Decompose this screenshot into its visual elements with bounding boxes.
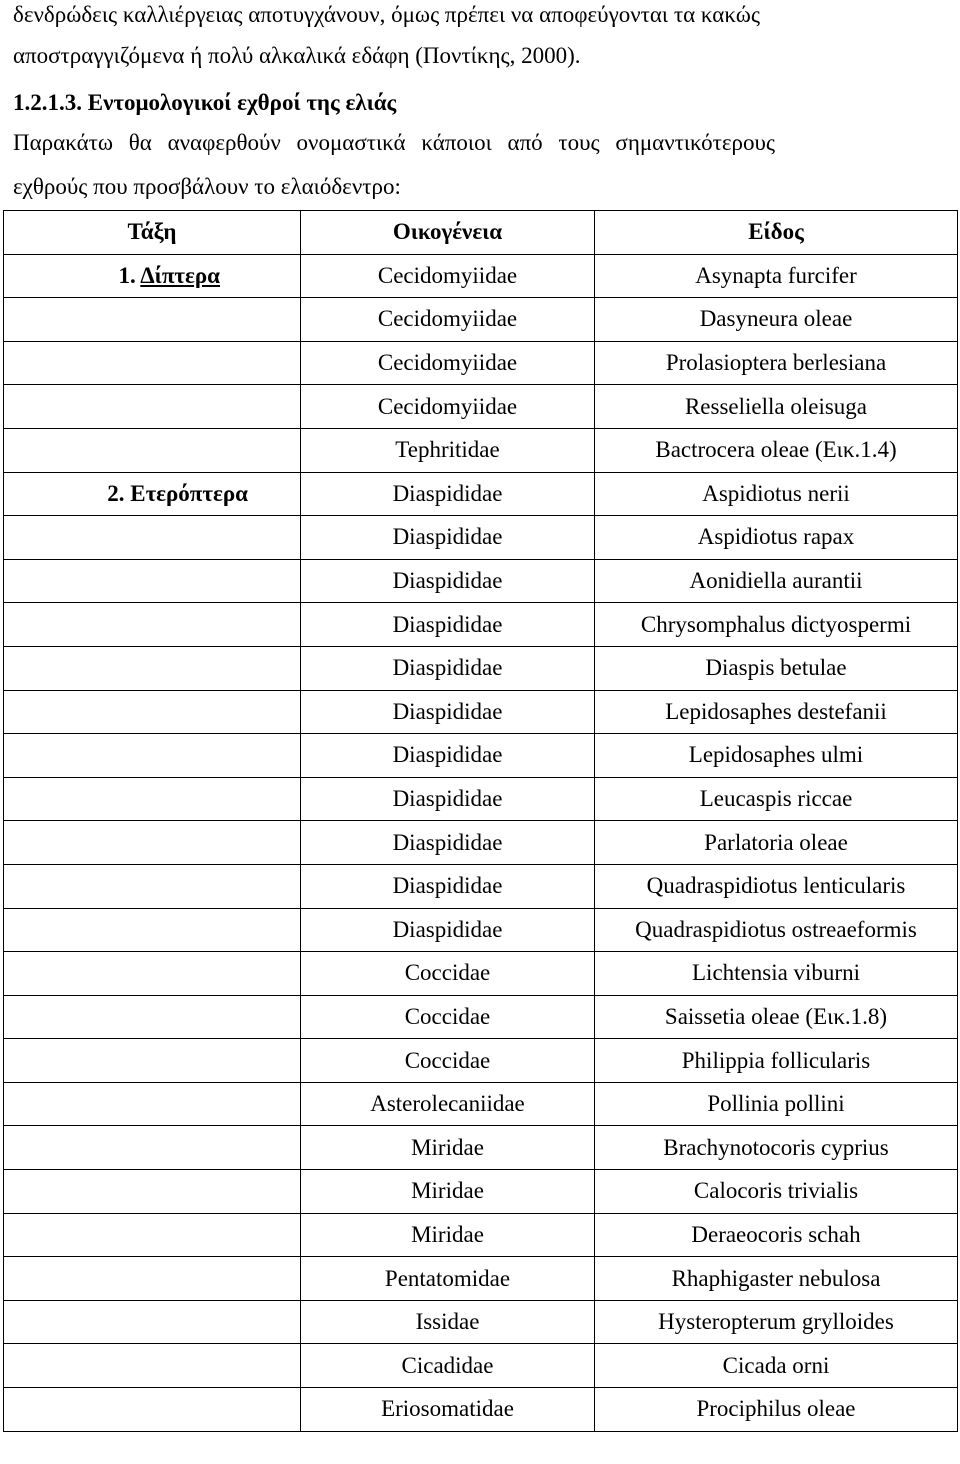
olive-pests-table <box>3 210 958 1432</box>
species-name: Lepidosaphes destefanii <box>665 698 887 724</box>
species-cell <box>595 908 958 952</box>
figure-reference: (Εικ.1.4) <box>809 437 897 463</box>
species-cell <box>595 995 958 1039</box>
family-cell: Miridae <box>301 1170 595 1214</box>
order-cell <box>4 1170 301 1214</box>
order-cell <box>4 952 301 996</box>
species-name: Quadraspidiotus lenticularis <box>646 873 906 899</box>
table-row <box>4 734 958 778</box>
table-row <box>4 1170 958 1214</box>
order-cell <box>4 1344 301 1388</box>
species-cell <box>595 254 958 298</box>
intro-line-1: δενδρώδεις καλλιέργειας αποτυγχάνουν, όμως πρέπει να αποφεύγονται τα κακώς <box>13 2 760 27</box>
species-name: Aonidiella aurantii <box>689 568 863 594</box>
species-cell <box>595 472 958 516</box>
order-cell <box>4 864 301 908</box>
family-cell: Cecidomyiidae <box>301 341 595 385</box>
family-cell: Diaspididae <box>301 734 595 778</box>
species-name: Diaspis betulae <box>705 655 847 681</box>
species-name: Pollinia pollini <box>707 1091 845 1117</box>
family-cell: Coccidae <box>301 1039 595 1083</box>
table-row <box>4 1344 958 1388</box>
species-cell <box>595 385 958 429</box>
table-row <box>4 777 958 821</box>
table-header-row <box>4 211 958 255</box>
species-name: Aspidiotus nerii <box>702 480 850 506</box>
species-cell <box>595 1126 958 1170</box>
family-cell: Miridae <box>301 1126 595 1170</box>
order-cell <box>4 1039 301 1083</box>
table-row <box>4 254 958 298</box>
order-cell <box>4 777 301 821</box>
order-cell <box>4 908 301 952</box>
body-text-line <box>13 41 948 71</box>
species-name: Lepidosaphes ulmi <box>688 742 864 768</box>
species-cell <box>595 1344 958 1388</box>
species-cell <box>595 1170 958 1214</box>
species-cell <box>595 734 958 778</box>
species-cell <box>595 690 958 734</box>
species-name: Prolasioptera berlesiana <box>665 350 887 376</box>
species-name: Chrysomphalus dictyospermi <box>640 611 912 637</box>
paragraph-line <box>13 128 948 158</box>
family-cell: Diaspididae <box>301 646 595 690</box>
order-cell <box>4 341 301 385</box>
species-name: Resseliella oleisuga <box>684 393 868 419</box>
family-cell: Tephritidae <box>301 428 595 472</box>
species-cell <box>595 516 958 560</box>
table-body <box>4 211 958 1432</box>
species-name: Dasyneura oleae <box>699 306 853 332</box>
table-row <box>4 864 958 908</box>
family-cell: Miridae <box>301 1213 595 1257</box>
order-cell <box>4 516 301 560</box>
species-name: Philippia follicularis <box>681 1047 871 1073</box>
order-cell <box>4 298 301 342</box>
species-cell <box>595 952 958 996</box>
order-cell <box>4 603 301 647</box>
table-row <box>4 1126 958 1170</box>
species-cell <box>595 821 958 865</box>
order-cell <box>4 734 301 778</box>
species-cell <box>595 864 958 908</box>
species-cell <box>595 603 958 647</box>
header-family: Οικογένεια <box>301 211 595 255</box>
figure-reference: (Εικ.1.8) <box>799 1003 888 1029</box>
table-row <box>4 1257 958 1301</box>
family-cell: Cecidomyiidae <box>301 298 595 342</box>
family-cell: Diaspididae <box>301 559 595 603</box>
species-name: Calocoris trivialis <box>693 1178 859 1204</box>
family-cell: Cecidomyiidae <box>301 254 595 298</box>
body-text-line <box>13 0 948 30</box>
table-row <box>4 298 958 342</box>
order-cell <box>4 1388 301 1432</box>
family-cell: Diaspididae <box>301 472 595 516</box>
section-heading <box>13 88 948 118</box>
table-row <box>4 995 958 1039</box>
order-cell <box>4 559 301 603</box>
species-cell <box>595 1213 958 1257</box>
table-row <box>4 1039 958 1083</box>
family-cell: Coccidae <box>301 995 595 1039</box>
table-row <box>4 952 958 996</box>
order-cell <box>4 1126 301 1170</box>
species-name: Cicada orni <box>722 1352 830 1378</box>
family-cell: Diaspididae <box>301 516 595 560</box>
species-name: Brachynotocoris cyprius <box>663 1134 889 1160</box>
species-cell <box>595 298 958 342</box>
paragraph-line <box>13 172 948 202</box>
header-species: Είδος <box>595 211 958 255</box>
family-cell: Asterolecaniidae <box>301 1082 595 1126</box>
family-cell: Cecidomyiidae <box>301 385 595 429</box>
table-row <box>4 821 958 865</box>
table-row <box>4 1388 958 1432</box>
table-row <box>4 516 958 560</box>
family-cell: Diaspididae <box>301 777 595 821</box>
section-title: Εντομολογικοί εχθροί της ελιάς <box>87 90 397 115</box>
order-number: 2. <box>107 480 125 506</box>
family-cell: Diaspididae <box>301 908 595 952</box>
paragraph-line-2: εχθρούς που προσβάλουν το ελαιόδεντρο: <box>13 174 401 199</box>
family-cell: Coccidae <box>301 952 595 996</box>
species-cell <box>595 1300 958 1344</box>
species-name: Prociphilus oleae <box>696 1396 856 1422</box>
table-row <box>4 341 958 385</box>
species-cell <box>595 1388 958 1432</box>
species-cell <box>595 1257 958 1301</box>
order-cell <box>4 428 301 472</box>
order-number: 1. <box>118 262 136 288</box>
species-name: Rhaphigaster nebulosa <box>671 1265 881 1291</box>
table-row <box>4 690 958 734</box>
section-number: 1.2.1.3. <box>13 90 82 115</box>
family-cell: Diaspididae <box>301 603 595 647</box>
family-cell: Eriosomatidae <box>301 1388 595 1432</box>
paragraph-line-1: Παρακάτω θα αναφερθούν ονομαστικά κάποιοι από τους σημαντικότερους <box>13 130 776 155</box>
table-row <box>4 559 958 603</box>
species-name: Deraeocoris schah <box>691 1221 861 1247</box>
table-row <box>4 428 958 472</box>
order-cell <box>4 472 301 516</box>
table-row <box>4 646 958 690</box>
order-cell <box>4 995 301 1039</box>
order-cell <box>4 690 301 734</box>
table-row <box>4 385 958 429</box>
species-cell <box>595 1039 958 1083</box>
order-cell <box>4 646 301 690</box>
order-cell <box>4 1300 301 1344</box>
species-name: Lichtensia viburni <box>692 960 860 986</box>
intro-line-2: αποστραγγιζόμενα ή πολύ αλκαλικά εδάφη (Ποντίκης, 2000). <box>13 43 581 68</box>
order-name: Ετερόπτερα <box>130 480 248 506</box>
order-cell <box>4 1082 301 1126</box>
species-name: Saissetia oleae <box>664 1003 800 1029</box>
species-cell <box>595 646 958 690</box>
species-name: Leucaspis riccae <box>699 786 853 812</box>
family-cell: Diaspididae <box>301 864 595 908</box>
table-row <box>4 1300 958 1344</box>
order-name: Δίπτερα <box>140 262 220 288</box>
order-cell <box>4 1213 301 1257</box>
header-order: Τάξη <box>4 211 301 255</box>
table-row <box>4 603 958 647</box>
species-cell <box>595 1082 958 1126</box>
species-name: Bactrocera oleae <box>655 437 810 463</box>
family-cell: Issidae <box>301 1300 595 1344</box>
species-name: Quadraspidiotus ostreaeformis <box>635 916 917 942</box>
species-cell <box>595 428 958 472</box>
family-cell: Pentatomidae <box>301 1257 595 1301</box>
order-cell <box>4 385 301 429</box>
species-cell <box>595 559 958 603</box>
table-row <box>4 908 958 952</box>
table-row <box>4 1213 958 1257</box>
species-cell <box>595 341 958 385</box>
species-cell <box>595 777 958 821</box>
species-name: Aspidiotus rapax <box>697 524 855 550</box>
species-name: Parlatoria oleae <box>704 829 848 855</box>
order-cell <box>4 1257 301 1301</box>
order-cell <box>4 254 301 298</box>
family-cell: Diaspididae <box>301 690 595 734</box>
family-cell: Diaspididae <box>301 821 595 865</box>
species-name: Asynapta furcifer <box>695 262 857 288</box>
family-cell: Cicadidae <box>301 1344 595 1388</box>
table-row <box>4 1082 958 1126</box>
table-row <box>4 472 958 516</box>
species-name: Hysteropterum grylloides <box>658 1309 894 1335</box>
order-cell <box>4 821 301 865</box>
